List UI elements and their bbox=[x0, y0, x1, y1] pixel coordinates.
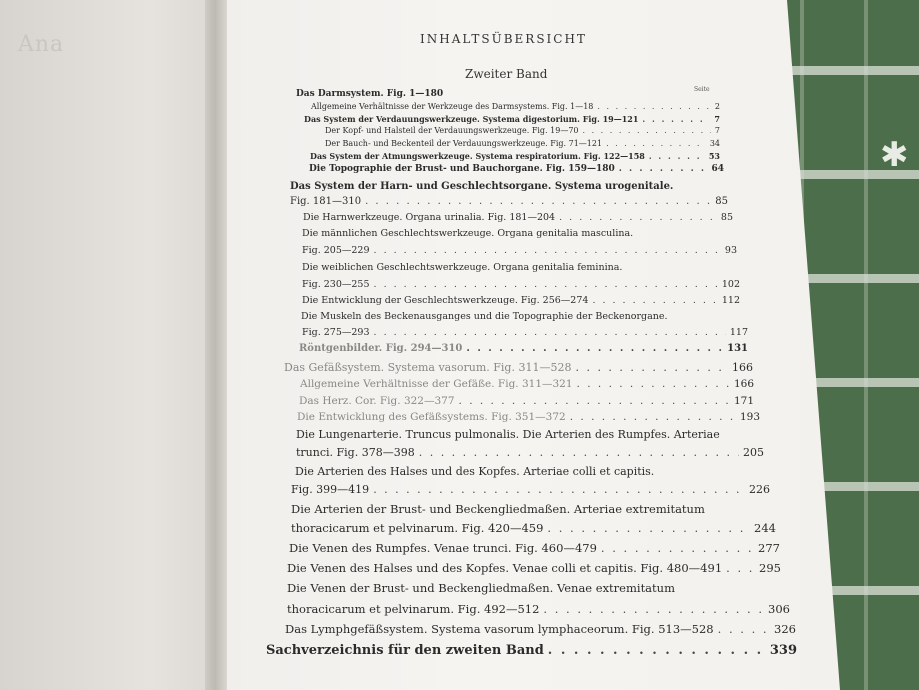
toc-entry-title: Die Topographie der Brust- und Bauchorgane. Fig. 159—180 bbox=[309, 164, 615, 174]
toc-entry-title: Fig. 399—419 bbox=[291, 483, 370, 496]
toc-entry bbox=[302, 327, 748, 338]
toc-page-number: 277 bbox=[758, 541, 780, 555]
toc-entry bbox=[301, 311, 744, 322]
toc-entry-title: Die weiblichen Geschlechtswerkzeuge. Organa genitalia feminina. bbox=[302, 262, 623, 273]
toc-page-number: 171 bbox=[733, 395, 754, 407]
toc-page-number: 117 bbox=[729, 327, 748, 338]
toc-entry bbox=[309, 164, 724, 174]
dot-leader bbox=[559, 212, 717, 223]
dot-leader bbox=[601, 541, 754, 555]
dot-leader bbox=[619, 164, 708, 174]
toc-entry bbox=[300, 378, 754, 390]
toc-entry bbox=[296, 446, 764, 459]
left-page-text: Ana bbox=[18, 32, 65, 57]
dot-leader bbox=[649, 151, 705, 161]
toc-entry bbox=[311, 102, 720, 111]
toc-page-number: 64 bbox=[711, 164, 724, 174]
dot-leader bbox=[543, 602, 764, 616]
toc-entry-title: Das System der Atmungswerkzeuge. Systema respiratorium. Fig. 122—158 bbox=[310, 151, 645, 161]
toc-entry-title: Allgemeine Verhältnisse der Gefäße. Fig. 311—321 bbox=[300, 378, 573, 390]
dot-leader bbox=[726, 561, 755, 575]
toc-entry-title: thoracicarum et pelvinarum. Fig. 420—459 bbox=[291, 521, 544, 535]
toc-entry bbox=[303, 212, 733, 223]
toc-entry-title: thoracicarum et pelvinarum. Fig. 492—512 bbox=[287, 602, 540, 616]
toc-entry-title: Sachverzeichnis für den zweiten Band bbox=[266, 643, 544, 658]
toc-page-number: 306 bbox=[768, 602, 790, 616]
toc-page-number: 166 bbox=[733, 378, 754, 390]
dot-leader bbox=[575, 361, 728, 374]
left-page bbox=[0, 0, 215, 690]
toc-entry-title: Das Herz. Cor. Fig. 322—377 bbox=[299, 395, 455, 407]
toc-entry-title: Der Bauch- und Beckenteil der Verdauungswerkzeuge. Fig. 71—121 bbox=[325, 139, 603, 148]
toc-page-number: 166 bbox=[732, 361, 753, 374]
dot-leader bbox=[419, 446, 739, 459]
toc-entry bbox=[302, 262, 737, 273]
dot-leader bbox=[374, 245, 721, 256]
dot-leader bbox=[606, 139, 706, 148]
toc-entry-title: Die Lungenarterie. Truncus pulmonalis. Die Arterien des Rumpfes. Arteriae bbox=[296, 428, 720, 441]
toc-entry-title: Die Venen des Rumpfes. Venae trunci. Fig. 460—479 bbox=[289, 541, 597, 555]
toc-entry bbox=[302, 228, 734, 239]
toc-page-number: 34 bbox=[709, 139, 720, 148]
dot-leader bbox=[577, 378, 730, 390]
toc-entry bbox=[296, 89, 720, 99]
toc-entry bbox=[302, 245, 737, 256]
toc-entry bbox=[299, 395, 754, 407]
toc-entry-title: Das Gefäßsystem. Systema vasorum. Fig. 311—528 bbox=[284, 361, 572, 374]
dot-leader bbox=[583, 126, 711, 135]
toc-entry-title: Röntgenbilder. Fig. 294—310 bbox=[299, 343, 463, 354]
toc-entry-title: Das Darmsystem. Fig. 1—180 bbox=[296, 89, 444, 99]
toc-entry bbox=[291, 483, 770, 496]
toc-entry-title: Das System der Verdauungswerkzeuge. Systema digestorium. Fig. 19—121 bbox=[304, 114, 639, 124]
star-pattern-icon: ✱ bbox=[880, 135, 909, 175]
toc-entry-title: Die Venen der Brust- und Beckengliedmaßen. Venae extremitatum bbox=[287, 581, 675, 595]
toc-entry-title: Die Entwicklung der Geschlechtswerkzeuge. Fig. 256—274 bbox=[302, 295, 589, 306]
book-gutter bbox=[205, 0, 227, 690]
toc-entry bbox=[302, 279, 740, 290]
toc-entry-title: Die Arterien des Halses und des Kopfes. Arteriae colli et capitis. bbox=[295, 465, 655, 478]
volume-subheading: Zweiter Band bbox=[465, 67, 548, 81]
toc-entry-title: Fig. 205—229 bbox=[302, 245, 370, 256]
toc-entry bbox=[325, 139, 720, 148]
dot-leader bbox=[718, 622, 770, 636]
toc-page-number: 2 bbox=[714, 102, 720, 111]
toc-entry bbox=[304, 114, 720, 124]
toc-entry bbox=[287, 581, 790, 595]
toc-page-number: 295 bbox=[759, 561, 781, 575]
toc-page-number: 102 bbox=[721, 279, 740, 290]
toc-entry-title: Die Arterien der Brust- und Beckengliedmaßen. Arteriae extremitatum bbox=[291, 502, 705, 516]
toc-entry bbox=[296, 428, 760, 441]
toc-page-number: 339 bbox=[769, 643, 797, 658]
toc-page-number: 53 bbox=[708, 151, 720, 161]
toc-entry bbox=[290, 181, 728, 192]
dot-leader bbox=[642, 114, 710, 124]
toc-entry bbox=[291, 502, 772, 516]
toc-page-number: 205 bbox=[743, 446, 764, 459]
toc-entry bbox=[302, 295, 740, 306]
toc-entry bbox=[287, 561, 781, 575]
dot-leader bbox=[597, 102, 711, 111]
dot-leader bbox=[548, 643, 766, 658]
toc-entry-title: Das Lymphgefäßsystem. Systema vasorum lymphaceorum. Fig. 513—528 bbox=[285, 622, 714, 636]
dot-leader bbox=[459, 395, 730, 407]
toc-page-number: 326 bbox=[774, 622, 796, 636]
toc-entry-title: Fig. 230—255 bbox=[302, 279, 370, 290]
toc-entry bbox=[289, 541, 780, 555]
toc-page-number: 193 bbox=[739, 411, 760, 423]
toc-page-number: 244 bbox=[754, 521, 776, 535]
toc-entry-title: Die Muskeln des Beckenausganges und die Topographie der Beckenorgane. bbox=[301, 311, 668, 322]
toc-entry bbox=[266, 643, 797, 658]
toc-entry bbox=[284, 361, 753, 374]
toc-entry-title: trunci. Fig. 378—398 bbox=[296, 446, 415, 459]
toc-entry-title: Allgemeine Verhältnisse der Werkzeuge des Darmsystems. Fig. 1—18 bbox=[311, 102, 594, 111]
toc-entry bbox=[297, 411, 760, 423]
dot-leader bbox=[374, 327, 726, 338]
dot-leader bbox=[592, 295, 717, 306]
toc-entry-title: Fig. 181—310 bbox=[290, 196, 362, 207]
toc-page-number: 7 bbox=[714, 114, 720, 124]
toc-page-number: 93 bbox=[724, 245, 737, 256]
toc-entry bbox=[299, 343, 748, 354]
toc-entry-title: Die männlichen Geschlechtswerkzeuge. Organa genitalia masculina. bbox=[302, 228, 634, 239]
toc-entry-title: Die Harnwerkzeuge. Organa urinalia. Fig. 181—204 bbox=[303, 212, 556, 223]
dot-leader bbox=[547, 521, 750, 535]
toc-page-number: 85 bbox=[720, 212, 733, 223]
toc-entry bbox=[295, 465, 766, 478]
toc-entry-title: Der Kopf- und Halsteil der Verdauungswerkzeuge. Fig. 19—70 bbox=[325, 126, 579, 135]
toc-entry bbox=[285, 622, 796, 636]
page-column-label: Seite bbox=[694, 86, 710, 93]
toc-entry bbox=[325, 126, 720, 135]
dot-leader bbox=[365, 196, 711, 207]
dot-leader bbox=[373, 483, 745, 496]
dot-leader bbox=[466, 343, 723, 354]
toc-page-number: 85 bbox=[715, 196, 728, 207]
toc-page-number: 131 bbox=[727, 343, 748, 354]
toc-entry-title: Das System der Harn- und Geschlechtsorgane. Systema urogenitale. bbox=[290, 181, 674, 192]
toc-entry-title: Fig. 275—293 bbox=[302, 327, 370, 338]
toc-entry bbox=[291, 521, 776, 535]
dot-leader bbox=[374, 279, 718, 290]
toc-entry bbox=[310, 151, 720, 161]
toc-page-number: 226 bbox=[749, 483, 770, 496]
toc-entry-title: Die Entwicklung des Gefäßsystems. Fig. 351—372 bbox=[297, 411, 566, 423]
toc-page-number: 112 bbox=[721, 295, 740, 306]
toc-entry bbox=[290, 196, 728, 207]
toc-page-number: 7 bbox=[714, 126, 720, 135]
dot-leader bbox=[570, 411, 736, 423]
toc-entry bbox=[287, 602, 790, 616]
page-heading: INHALTSÜBERSICHT bbox=[420, 32, 587, 46]
toc-entry-title: Die Venen des Halses und des Kopfes. Venae colli et capitis. Fig. 480—491 bbox=[287, 561, 723, 575]
